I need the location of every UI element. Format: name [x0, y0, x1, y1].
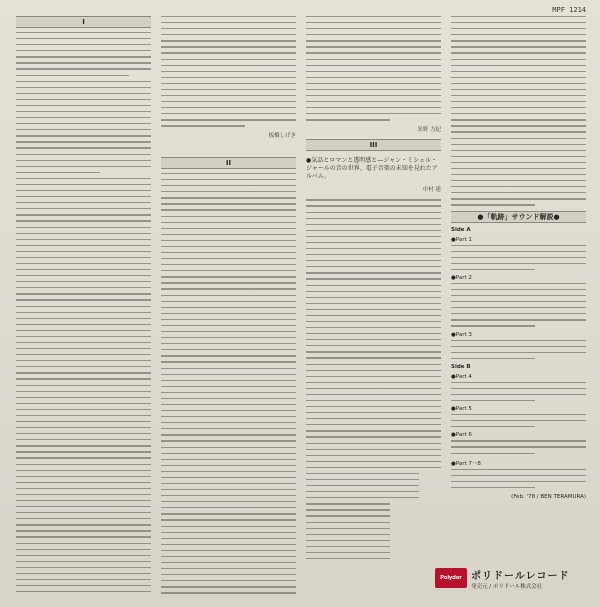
- part-3-label: ●Part 3: [451, 331, 472, 338]
- column-1: [16, 16, 151, 596]
- part-1-label: ●Part 1: [451, 236, 472, 243]
- column-4: [451, 16, 586, 576]
- part-6-label: ●Part 6: [451, 432, 472, 439]
- polydor-mark-icon: Polydor: [435, 568, 467, 588]
- part-6-text: [451, 440, 586, 453]
- part-5-label: ●Part 5: [451, 406, 472, 413]
- column-2-top-text: [161, 16, 296, 127]
- section-1-header: I: [16, 16, 151, 28]
- column-3-body-text: [306, 199, 441, 559]
- author-2: 米野 力紀: [417, 127, 441, 134]
- side-b-label: Side B: [451, 363, 471, 370]
- label-name: ポリドールレコード: [471, 570, 570, 582]
- column-3: [306, 16, 441, 596]
- side-a-label: Side A: [451, 226, 471, 233]
- column-2-top: [161, 16, 296, 156]
- part-7-label: ●Part 7～8: [451, 460, 481, 467]
- polydor-logo: [435, 561, 590, 595]
- part-7-text: [451, 469, 586, 488]
- catalog-number: MPF 1214: [552, 6, 586, 14]
- part-4-label: ●Part 4: [451, 373, 472, 380]
- section-3-header: III: [306, 139, 441, 151]
- section-2-header: II: [161, 157, 296, 169]
- label-publisher: 発売元 / ポリドール株式会社: [471, 583, 543, 590]
- column-4-top-text: [451, 16, 586, 206]
- part-5-text: [451, 414, 586, 427]
- column-2-bottom-text: [161, 173, 296, 597]
- author-1: 板橋しげき: [268, 133, 296, 140]
- column-3-heading: ●気品とロマンと透明感と―ジャン・ミシェル・ジャールの音の世界、電子音楽の未知を見れたアルバム。: [306, 157, 438, 181]
- part-3-text: [451, 340, 586, 359]
- part-4-text: [451, 382, 586, 401]
- credit-line: (Feb. '78 / BEN TERAMURA): [511, 494, 586, 501]
- column-1-text: [16, 32, 151, 596]
- column-3-top-text: [306, 16, 441, 121]
- part-2-label: ●Part 2: [451, 274, 472, 281]
- sound-notes-header: ●「軌跡」サウンド解説●: [451, 211, 586, 223]
- author-3: 中村 建: [422, 187, 441, 194]
- part-1-text: [451, 245, 586, 271]
- part-2-text: [451, 283, 586, 327]
- column-2-bottom: [161, 157, 296, 597]
